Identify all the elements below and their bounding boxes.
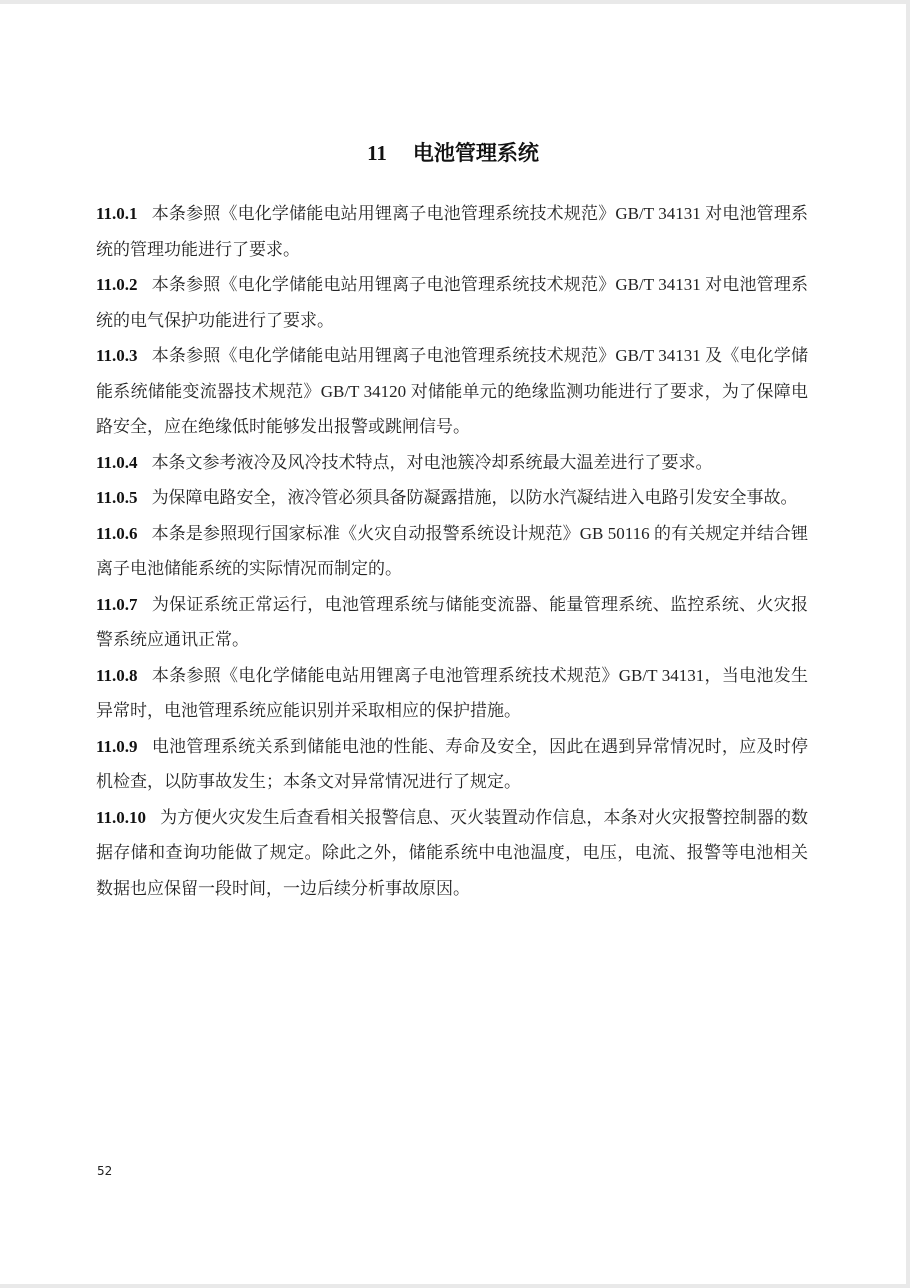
clause-11-0-10 — [96, 800, 808, 907]
section-number: 11 — [367, 141, 387, 165]
clause-number: 11.0.3 — [96, 346, 138, 365]
clause-number: 11.0.6 — [96, 523, 138, 543]
clause-text: 为方便火灾发生后查看相关报警信息、灭火装置动作信息，本条对火灾报警控制器的数据存储和查询功能做了规定。除此之外，储能系统中电池温度，电压，电流、报警等电池相关数据也应保留一段时间，一边后续分析事故原因。 — [96, 807, 808, 898]
document-page — [0, 4, 906, 1284]
clause-11-0-4 — [96, 445, 808, 481]
clause-text: 电池管理系统关系到储能电池的性能、寿命及安全，因此在遇到异常情况时，应及时停机检查，以防事故发生；本条文对异常情况进行了规定。 — [96, 736, 808, 791]
clause-11-0-6 — [96, 516, 808, 587]
clause-text: 本条文参考液冷及风冷技术特点，对电池簇冷却系统最大温差进行了要求。 — [151, 452, 713, 472]
clause-text: 本条参照《电化学储能电站用锂离子电池管理系统技术规范》GB/T 34131 对电池管理系统的管理功能进行了要求。 — [96, 204, 808, 259]
clause-11-0-5 — [96, 480, 808, 516]
clause-number: 11.0.10 — [96, 807, 147, 827]
clause-11-0-1 — [96, 196, 808, 267]
clause-11-0-9 — [96, 729, 808, 800]
clause-number: 11.0.5 — [96, 488, 138, 507]
clause-number: 11.0.7 — [96, 594, 138, 614]
section-title: 电池管理系统 — [412, 140, 539, 165]
clause-11-0-7 — [96, 587, 808, 658]
clause-number: 11.0.8 — [96, 665, 138, 685]
clause-11-0-2 — [96, 267, 808, 338]
clause-text: 本条参照《电化学储能电站用锂离子电池管理系统技术规范》GB/T 34131 及《电化学储能系统储能变流器技术规范》GB/T 34120 对储能单元的绝缘监测功能进行了要求，为了保障电路安全，应在绝缘低时能够发出报警或跳闸信号。 — [96, 346, 808, 436]
clause-number: 11.0.4 — [96, 452, 138, 472]
clause-11-0-8 — [96, 658, 808, 729]
section-heading — [0, 138, 906, 168]
page-number: 52 — [97, 1164, 113, 1178]
clause-number: 11.0.1 — [96, 204, 138, 223]
clause-text: 本条参照《电化学储能电站用锂离子电池管理系统技术规范》GB/T 34131 对电池管理系统的电气保护功能进行了要求。 — [96, 275, 808, 330]
clause-number: 11.0.2 — [96, 275, 138, 294]
clause-list — [96, 196, 808, 906]
clause-11-0-3 — [96, 338, 808, 445]
clause-text: 为保证系统正常运行，电池管理系统与储能变流器、能量管理系统、监控系统、火灾报警系统应通讯正常。 — [96, 594, 808, 649]
clause-text: 本条是参照现行国家标准《火灾自动报警系统设计规范》GB 50116 的有关规定并结合锂离子电池储能系统的实际情况而制定的。 — [96, 523, 808, 578]
clause-text: 为保障电路安全，液冷管必须具备防凝露措施，以防水汽凝结进入电路引发安全事故。 — [151, 488, 798, 507]
clause-text: 本条参照《电化学储能电站用锂离子电池管理系统技术规范》GB/T 34131，当电池发生异常时，电池管理系统应能识别并采取相应的保护措施。 — [96, 665, 808, 720]
clause-number: 11.0.9 — [96, 736, 138, 756]
